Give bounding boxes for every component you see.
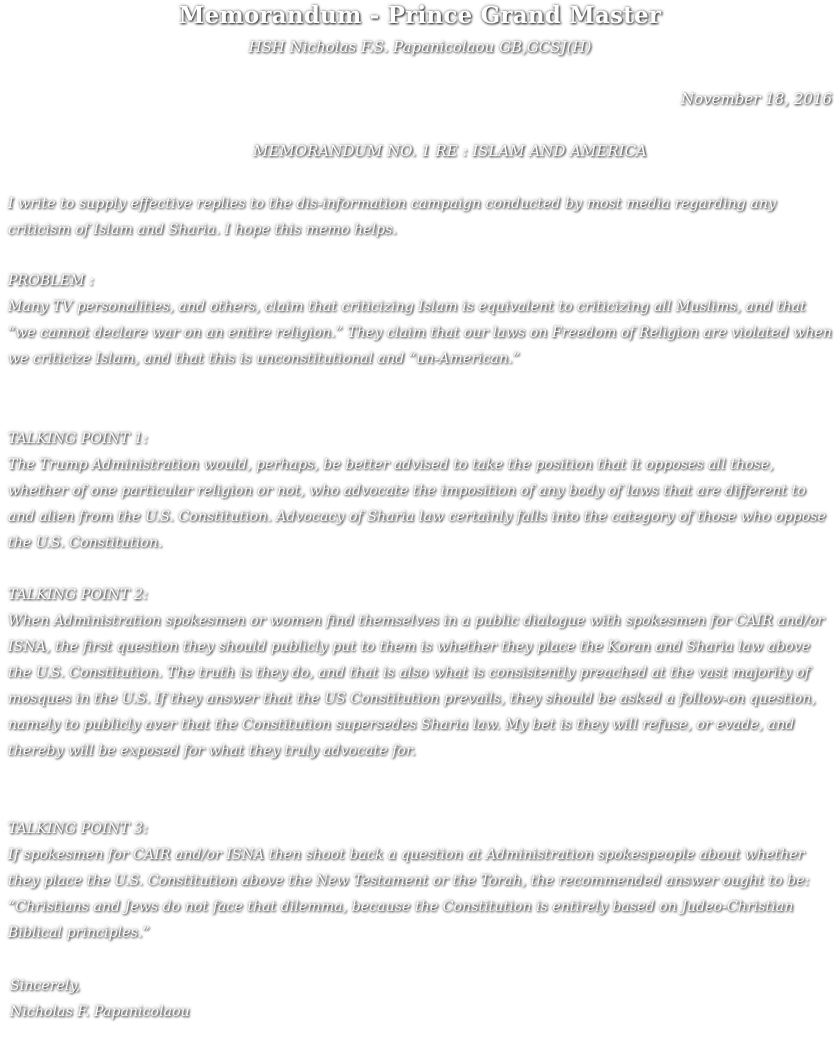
problem-section	[8, 268, 836, 372]
problem-heading: PROBLEM :	[8, 273, 94, 289]
closing-section	[10, 973, 838, 1025]
memo-date: November 18, 2016	[681, 90, 832, 108]
intro-text: I write to supply effective replies to the dis-information campaign conducted by most media regarding any criticism of Islam and Sharia. I hope this memo helps.	[8, 196, 776, 238]
signature-name: Nicholas F. Papanicolaou	[10, 1004, 190, 1020]
talking-point-text: If spokesmen for CAIR and/or ISNA then shoot back a question at Administration spokespeople about whether they place the U.S. Constitution above the New Testament or the Torah, the recommended answer ought to be: “Christians and Jews do not face that dilemma, because the Constitution is entirely based on Judeo-Christian Biblical principles.”	[8, 847, 810, 941]
intro-paragraph	[8, 191, 836, 243]
memo-title: Memorandum - Prince Grand Master	[178, 2, 662, 29]
talking-point-text: When Administration spokesmen or women find themselves in a public dialogue with spokesmen for CAIR and/or ISNA, the first question they should publicly put to them is whether they place the Koran and Sharia law above the U.S. Constitution. The truth is they do, and that is also what is consistently preached at the vast majority of mosques in the U.S. If they answer that the US Constitution prevails, they should be asked a follow-on question, namely to publicly aver that the Constitution supersedes Sharia law. My bet is they will refuse, or evade, and thereby will be exposed for what they truly advocate for.	[8, 613, 825, 759]
problem-text: Many TV personalities, and others, claim that criticizing Islam is equivalent to criticizing all Muslims, and that “we cannot declare war on an entire religion.” They claim that our laws on Freedom of Religion are violated when we criticize Islam, and that this is unconstitutional and “un-American.”	[8, 299, 832, 367]
talking-point-heading: TALKING POINT 3:	[8, 821, 148, 837]
talking-point-1	[8, 426, 836, 556]
memo-subtitle: HSH Nicholas F.S. Papanicolaou GB,GCSJ(H)	[248, 38, 592, 56]
talking-point-heading: TALKING POINT 1:	[8, 431, 148, 447]
talking-point-heading: TALKING POINT 2:	[8, 587, 148, 603]
talking-point-2	[8, 582, 836, 764]
memo-number: MEMORANDUM NO. 1 RE : ISLAM AND AMERICA	[253, 142, 647, 160]
talking-point-3	[8, 816, 836, 946]
talking-point-text: The Trump Administration would, perhaps, be better advised to take the position that it opposes all those, whether of one particular religion or not, who advocate the imposition of any body of laws that are different to and alien from the U.S. Constitution. Advocacy of Sharia law certainly falls into the category of those who oppose the U.S. Constitution.	[8, 457, 826, 551]
salutation: Sincerely,	[10, 978, 81, 994]
